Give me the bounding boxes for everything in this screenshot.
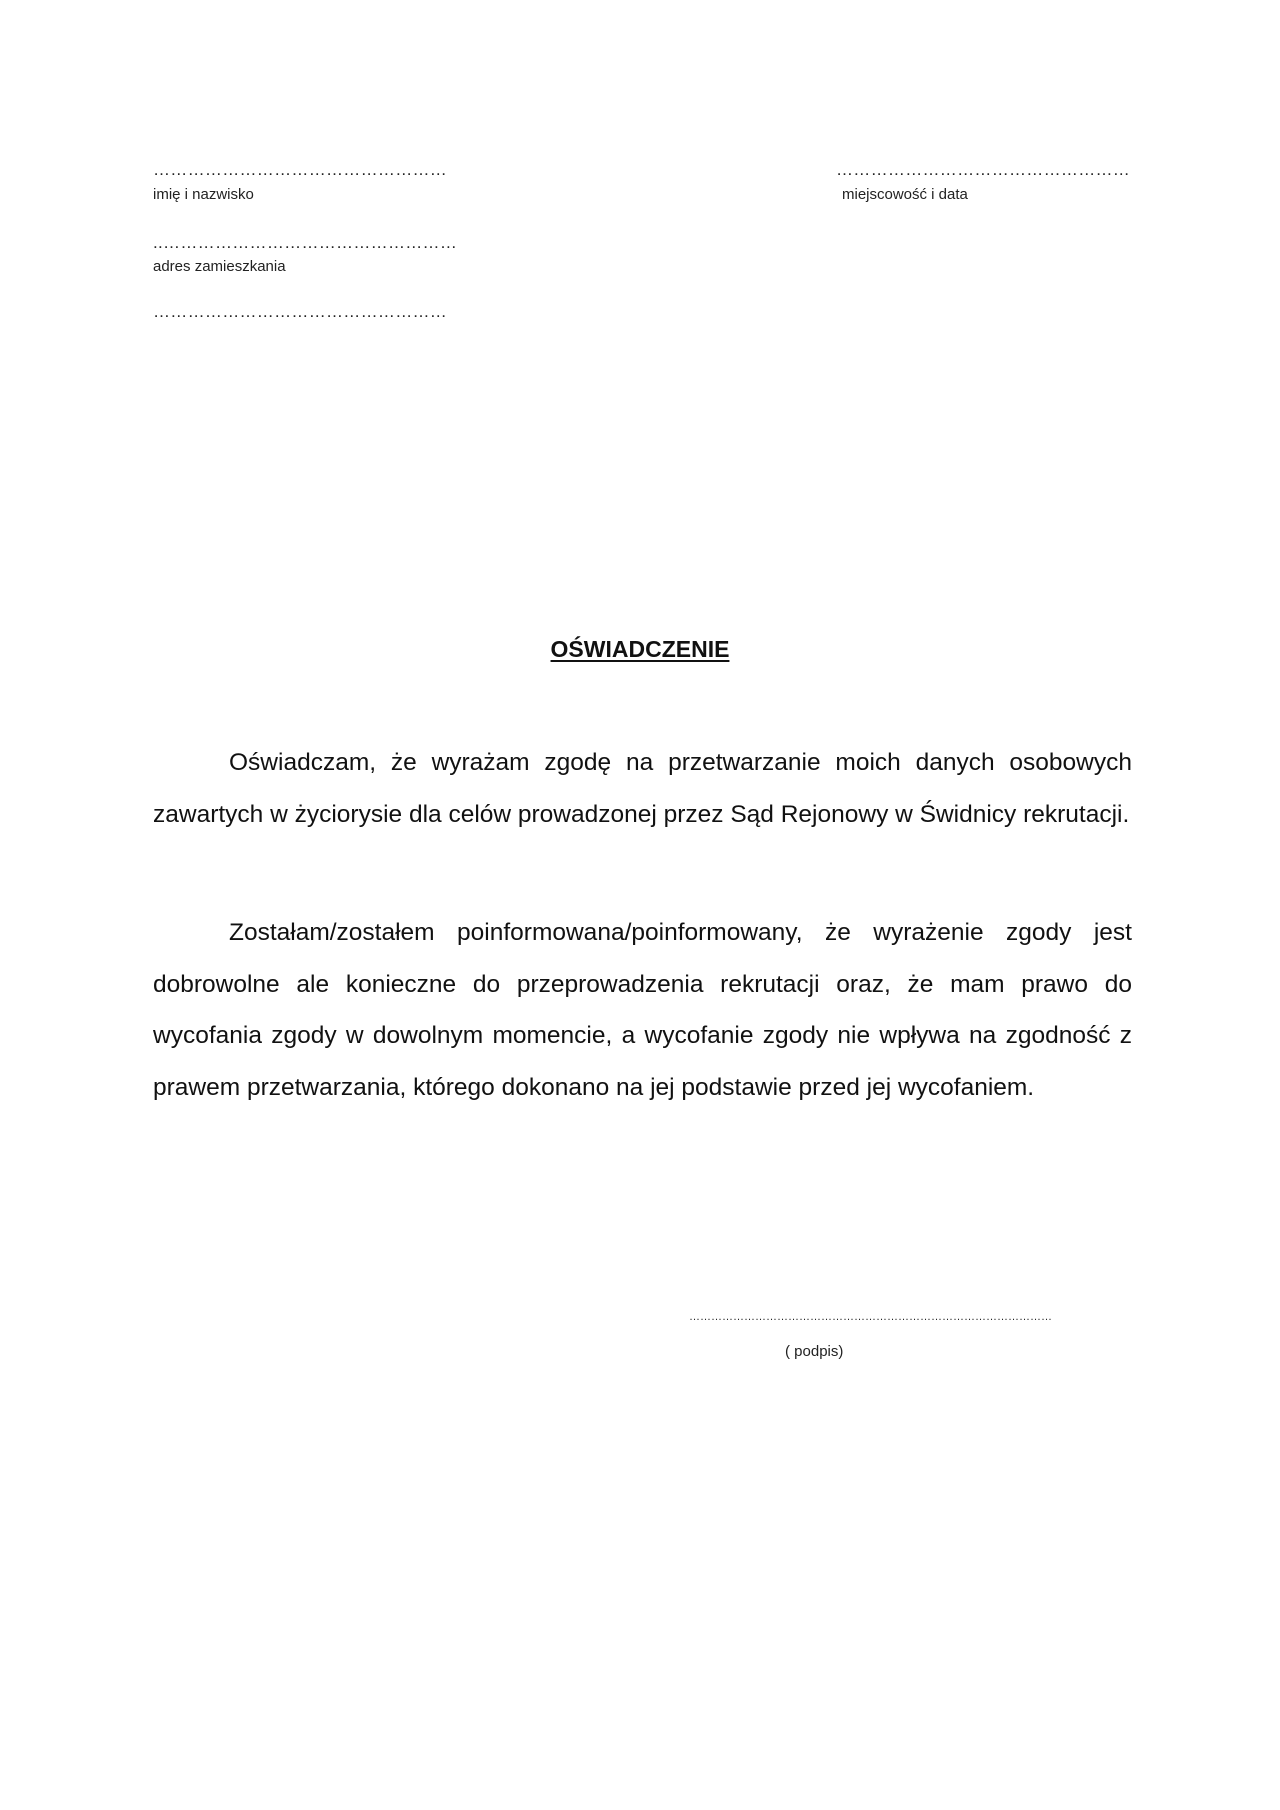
statement-paragraph-information: Zostałam/zostałem poinformowana/poinformowany, że wyrażenie zgody jest dobrowolne ale konieczne do przeprowadzenia rekrutacji oraz, że mam prawo do wycofania zgody w dowolnym momencie, a wycofanie zgody nie wpływa na zgodność z prawem przetwarzania, którego dokonano na jej podstawie przed jej wycofaniem. bbox=[153, 919, 1132, 1101]
place-date-field-dots: …………………………………………… bbox=[836, 160, 1131, 179]
address-field-dots-2: …………………………………………… bbox=[153, 302, 448, 321]
name-label: imię i nazwisko bbox=[153, 186, 254, 203]
address-label: adres zamieszkania bbox=[153, 258, 286, 275]
statement-paragraph-consent: Oświadczam, że wyrażam zgodę na przetwarzanie moich danych osobowych zawartych w życiorysie dla celów prowadzonej przez Sąd Rejonowy w Świdnicy rekrutacji. bbox=[153, 749, 1132, 828]
place-date-label: miejscowość i data bbox=[842, 186, 968, 203]
signature-label: ( podpis) bbox=[785, 1343, 844, 1360]
signature-field-dots: ……………………………………………………………………………………… bbox=[689, 1311, 1052, 1323]
name-field-dots: …………………………………………… bbox=[153, 160, 448, 179]
document-title: OŚWIADCZENIE bbox=[550, 636, 730, 662]
address-field-dots: ..…………………………………………… bbox=[153, 233, 458, 252]
